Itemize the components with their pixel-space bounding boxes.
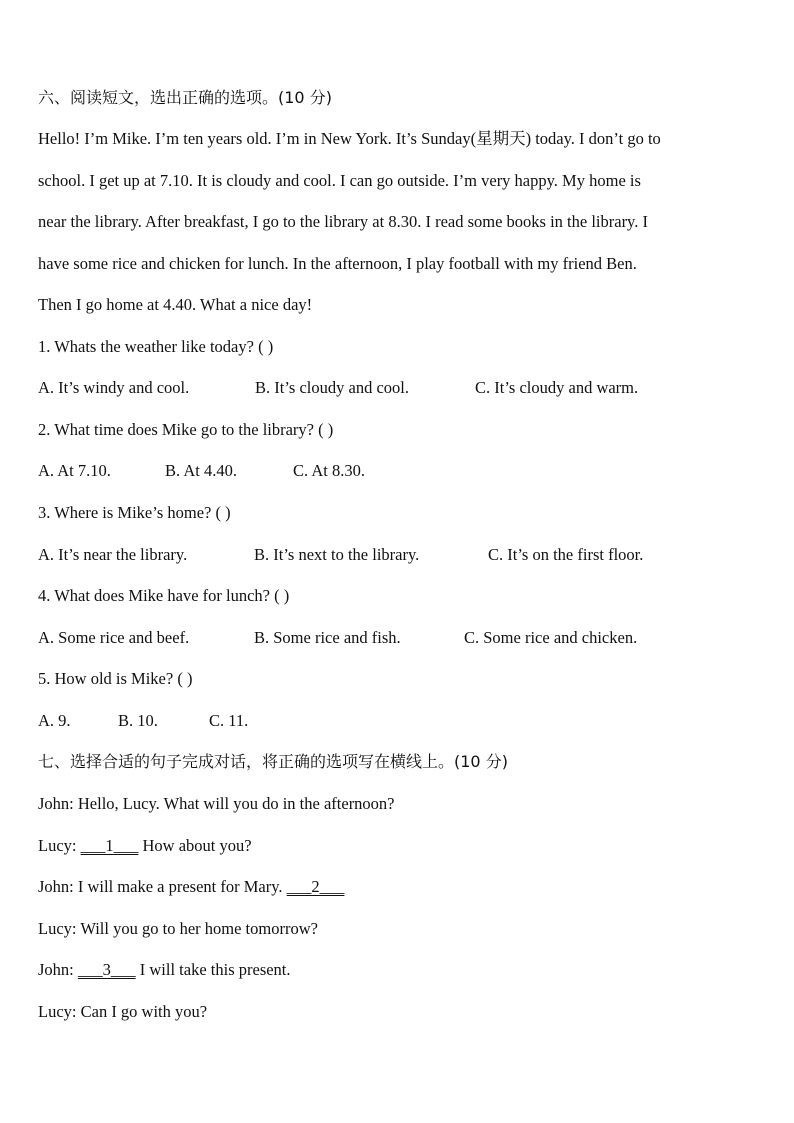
option-a: A. 9. — [38, 711, 71, 730]
dialogue-text: Lucy: Will you go to her home tomorrow? — [38, 919, 318, 938]
answer-blank-3[interactable]: ___3___ — [77, 960, 136, 979]
dialogue-line — [38, 794, 395, 814]
option-c: C. It’s on the first floor. — [488, 545, 644, 564]
answer-blank-1[interactable]: ___1___ — [80, 836, 139, 855]
option-a: A. It’s windy and cool. — [38, 378, 190, 397]
dialogue-speaker: Lucy: — [38, 836, 81, 855]
option-c: C. At 8.30. — [293, 461, 365, 480]
question-5: 5. How old is Mike? ( ) — [38, 669, 193, 688]
dialogue-text: How about you? — [138, 836, 252, 855]
question-2: 2. What time does Mike go to the library? ( ) — [38, 420, 334, 439]
dialogue-line — [38, 919, 318, 939]
section6-heading: 六、阅读短文，选出正确的选项。(10 分) — [38, 88, 332, 107]
dialogue-text: I will take this present. — [135, 960, 291, 979]
passage-line: Hello! I’m Mike. I’m ten years old. I’m in New York. It’s Sunday(星期天) today. I don’t go to — [38, 129, 661, 148]
question-4: 4. What does Mike have for lunch? ( ) — [38, 586, 290, 605]
option-c: C. 11. — [209, 711, 249, 730]
dialogue-text: Lucy: Can I go with you? — [38, 1002, 208, 1021]
answer-blank-2[interactable]: ___2___ — [286, 877, 345, 896]
dialogue-line — [38, 877, 344, 897]
passage-line: near the library. After breakfast, I go to the library at 8.30. I read some books in the library. I — [38, 212, 648, 231]
option-c: C. Some rice and chicken. — [464, 628, 638, 647]
section7-heading: 七、选择合适的句子完成对话，将正确的选项写在横线上。(10 分) — [38, 752, 508, 771]
option-a: A. Some rice and beef. — [38, 628, 190, 647]
dialogue-text: John: I will make a present for Mary. — [38, 877, 287, 896]
dialogue-line — [38, 960, 291, 980]
passage-line: school. I get up at 7.10. It is cloudy and cool. I can go outside. I’m very happy. My home is — [38, 171, 641, 190]
option-b: B. It’s next to the library. — [254, 545, 420, 564]
dialogue-speaker: John: — [38, 960, 78, 979]
option-a: A. At 7.10. — [38, 461, 111, 480]
option-a: A. It’s near the library. — [38, 545, 188, 564]
question-1: 1. Whats the weather like today? ( ) — [38, 337, 274, 356]
option-b: B. Some rice and fish. — [254, 628, 401, 647]
option-b: B. 10. — [118, 711, 158, 730]
question-3: 3. Where is Mike’s home? ( ) — [38, 503, 231, 522]
option-b: B. At 4.40. — [165, 461, 237, 480]
option-c: C. It’s cloudy and warm. — [475, 378, 639, 397]
dialogue-line — [38, 1002, 207, 1022]
option-b: B. It’s cloudy and cool. — [255, 378, 409, 397]
passage-line: Then I go home at 4.40. What a nice day! — [38, 295, 313, 314]
dialogue-text: John: Hello, Lucy. What will you do in the afternoon? — [38, 794, 395, 813]
passage-line: have some rice and chicken for lunch. In the afternoon, I play football with my friend Ben. — [38, 254, 637, 273]
dialogue-line — [38, 836, 252, 856]
